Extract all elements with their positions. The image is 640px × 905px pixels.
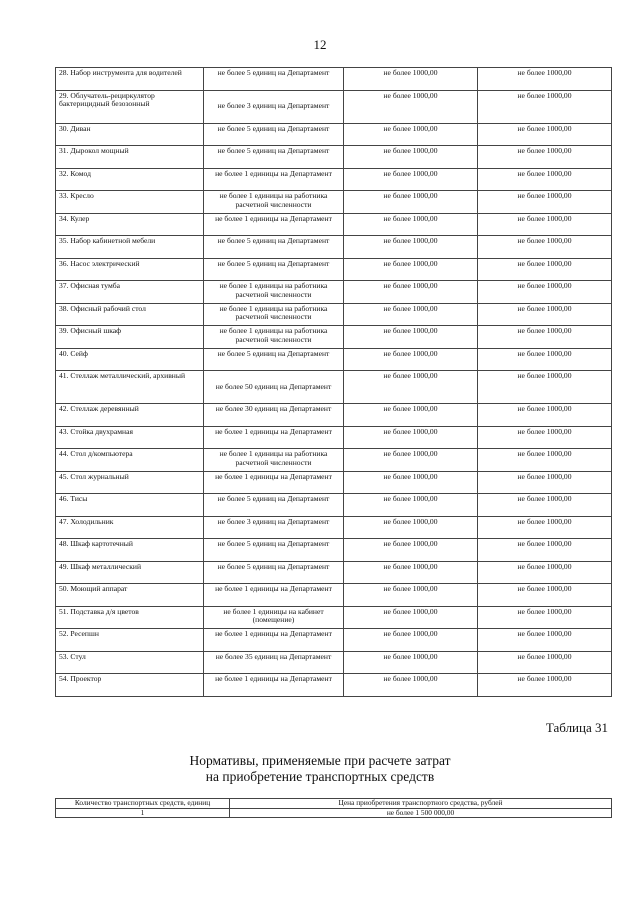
cell-price: не более 1000,00	[478, 68, 612, 91]
cell-quantity: не более 5 единиц на Департамент	[204, 494, 344, 517]
cell-quantity: не более 30 единиц на Департамент	[204, 404, 344, 427]
cell-price: не более 1000,00	[478, 258, 612, 281]
cell-price: не более 1000,00	[344, 146, 478, 169]
cell-price: не более 1000,00	[478, 348, 612, 371]
cell-price: не более 1000,00	[344, 404, 478, 427]
table-header-row	[56, 799, 612, 809]
cell-price: не более 1000,00	[344, 606, 478, 629]
cell-quantity: не более 1 единицы на Департамент	[204, 629, 344, 652]
cell-price: не более 1000,00	[344, 123, 478, 146]
cell-price: не более 1000,00	[478, 471, 612, 494]
table-row	[56, 236, 612, 259]
table-row	[56, 471, 612, 494]
cell-price: не более 1000,00	[478, 674, 612, 697]
cell-price: не более 1000,00	[478, 539, 612, 562]
cell-price: не более 1 500 000,00	[230, 808, 612, 818]
cell-quantity: не более 1 единицы на работника расчетной численности	[204, 191, 344, 214]
header-cell-price: Цена приобретения транспортного средства, рублей	[230, 799, 612, 809]
cell-quantity: не более 5 единиц на Департамент	[204, 258, 344, 281]
cell-price: не более 1000,00	[344, 168, 478, 191]
cell-quantity: не более 5 единиц на Департамент	[204, 539, 344, 562]
cell-quantity: не более 5 единиц на Департамент	[204, 561, 344, 584]
cell-price: не более 1000,00	[478, 168, 612, 191]
cell-item-name: 34. Кулер	[56, 213, 204, 236]
cell-item-name: 49. Шкаф металлический	[56, 561, 204, 584]
table-row	[56, 90, 612, 123]
cell-price: не более 1000,00	[478, 651, 612, 674]
cell-price: не более 1000,00	[344, 516, 478, 539]
cell-price: не более 1000,00	[478, 426, 612, 449]
cell-item-name: 46. Тисы	[56, 494, 204, 517]
cell-quantity: не более 5 единиц на Департамент	[204, 236, 344, 259]
cell-price: не более 1000,00	[478, 123, 612, 146]
cell-quantity: не более 1 единицы на работника расчетной численности	[204, 303, 344, 326]
cell-quantity: не более 3 единиц на Департамент	[204, 90, 344, 123]
table-row	[56, 326, 612, 349]
cell-price: не более 1000,00	[478, 281, 612, 304]
header-cell-quantity: Количество транспортных средств, единиц	[56, 799, 230, 809]
cell-item-name: 31. Дырокол мощный	[56, 146, 204, 169]
cell-price: не более 1000,00	[478, 494, 612, 517]
table-row	[56, 494, 612, 517]
heading-line-2: на приобретение транспортных средств	[205, 769, 435, 784]
cell-item-name: 43. Стойка двухрамная	[56, 426, 204, 449]
cell-price: не более 1000,00	[344, 426, 478, 449]
cell-price: не более 1000,00	[344, 90, 478, 123]
cell-price: не более 1000,00	[478, 371, 612, 404]
table-row	[56, 191, 612, 214]
cell-price: не более 1000,00	[344, 348, 478, 371]
cell-item-name: 30. Диван	[56, 123, 204, 146]
cell-price: не более 1000,00	[344, 281, 478, 304]
table-row	[56, 281, 612, 304]
cell-quantity: не более 3 единиц на Департамент	[204, 516, 344, 539]
cell-price: не более 1000,00	[478, 191, 612, 214]
cell-price: не более 1000,00	[478, 629, 612, 652]
page-number: 12	[313, 37, 327, 52]
table-row	[56, 426, 612, 449]
cell-quantity: не более 1 единицы на Департамент	[204, 584, 344, 607]
cell-item-name: 37. Офисная тумба	[56, 281, 204, 304]
cell-item-name: 36. Насос электрический	[56, 258, 204, 281]
table-row	[56, 584, 612, 607]
table-row	[56, 539, 612, 562]
cell-quantity: не более 1 единицы на кабинет (помещение)	[204, 606, 344, 629]
cell-item-name: 52. Ресепшн	[56, 629, 204, 652]
cell-quantity: не более 5 единиц на Департамент	[204, 68, 344, 91]
cell-quantity: не более 50 единиц на Департамент	[204, 371, 344, 404]
cell-price: не более 1000,00	[344, 494, 478, 517]
cell-quantity: не более 1 единицы на Департамент	[204, 426, 344, 449]
cell-price: не более 1000,00	[344, 651, 478, 674]
table-row	[56, 404, 612, 427]
table-row	[56, 146, 612, 169]
cell-item-name: 42. Стеллаж деревянный	[56, 404, 204, 427]
cell-price: не более 1000,00	[344, 303, 478, 326]
cell-price: не более 1000,00	[478, 236, 612, 259]
cell-quantity: 1	[56, 808, 230, 818]
table-row	[56, 651, 612, 674]
cell-item-name: 47. Холодильник	[56, 516, 204, 539]
cell-price: не более 1000,00	[344, 236, 478, 259]
cell-price: не более 1000,00	[478, 326, 612, 349]
table-row	[56, 258, 612, 281]
table-row	[56, 561, 612, 584]
cell-price: не более 1000,00	[478, 516, 612, 539]
cell-item-name: 29. Облучатель-рециркулятор бактерицидный безозонный	[56, 90, 204, 123]
table-row	[56, 68, 612, 91]
cell-price: не более 1000,00	[344, 584, 478, 607]
cell-price: не более 1000,00	[344, 471, 478, 494]
cell-quantity: не более 1 единицы на Департамент	[204, 471, 344, 494]
cell-price: не более 1000,00	[344, 629, 478, 652]
cell-item-name: 33. Кресло	[56, 191, 204, 214]
cell-price: не более 1000,00	[344, 326, 478, 349]
cell-item-name: 32. Комод	[56, 168, 204, 191]
cell-price: не более 1000,00	[478, 146, 612, 169]
cell-price: не более 1000,00	[344, 258, 478, 281]
table-row	[56, 449, 612, 472]
table-row	[56, 168, 612, 191]
cell-price: не более 1000,00	[478, 303, 612, 326]
furniture-norms-table	[55, 67, 612, 697]
cell-item-name: 39. Офисный шкаф	[56, 326, 204, 349]
cell-quantity: не более 1 единицы на работника расчетной численности	[204, 326, 344, 349]
table-label: Таблица 31	[545, 720, 608, 735]
table-row	[56, 606, 612, 629]
cell-quantity: не более 1 единицы на Департамент	[204, 213, 344, 236]
cell-price: не более 1000,00	[344, 191, 478, 214]
cell-quantity: не более 1 единицы на Департамент	[204, 168, 344, 191]
cell-item-name: 50. Моющий аппарат	[56, 584, 204, 607]
table-row	[56, 213, 612, 236]
cell-item-name: 44. Стол д/компьютера	[56, 449, 204, 472]
cell-quantity: не более 1 единицы на работника расчетной численности	[204, 449, 344, 472]
cell-quantity: не более 5 единиц на Департамент	[204, 146, 344, 169]
table-row	[56, 629, 612, 652]
cell-price: не более 1000,00	[344, 68, 478, 91]
cell-item-name: 35. Набор кабинетной мебели	[56, 236, 204, 259]
cell-item-name: 53. Стул	[56, 651, 204, 674]
cell-item-name: 45. Стол журнальный	[56, 471, 204, 494]
cell-price: не более 1000,00	[478, 213, 612, 236]
cell-price: не более 1000,00	[478, 606, 612, 629]
cell-price: не более 1000,00	[344, 561, 478, 584]
table-row	[56, 348, 612, 371]
cell-item-name: 48. Шкаф картотечный	[56, 539, 204, 562]
cell-price: не более 1000,00	[344, 449, 478, 472]
cell-price: не более 1000,00	[344, 539, 478, 562]
table-row	[56, 303, 612, 326]
cell-quantity: не более 5 единиц на Департамент	[204, 348, 344, 371]
cell-quantity: не более 1 единицы на работника расчетной численности	[204, 281, 344, 304]
cell-quantity: не более 35 единиц на Департамент	[204, 651, 344, 674]
table-row	[56, 808, 612, 818]
cell-price: не более 1000,00	[478, 449, 612, 472]
section-heading	[0, 753, 640, 785]
table-row	[56, 371, 612, 404]
transport-norms-table	[55, 798, 612, 818]
cell-item-name: 38. Офисный рабочий стол	[56, 303, 204, 326]
table-row	[56, 674, 612, 697]
cell-item-name: 41. Стеллаж металлический, архивный	[56, 371, 204, 404]
cell-quantity: не более 5 единиц на Департамент	[204, 123, 344, 146]
heading-line-1: Нормативы, применяемые при расчете затрат	[189, 753, 451, 768]
cell-price: не более 1000,00	[344, 371, 478, 404]
cell-item-name: 54. Проектор	[56, 674, 204, 697]
table-row	[56, 516, 612, 539]
cell-price: не более 1000,00	[344, 213, 478, 236]
cell-price: не более 1000,00	[344, 674, 478, 697]
cell-price: не более 1000,00	[478, 561, 612, 584]
cell-price: не более 1000,00	[478, 404, 612, 427]
cell-price: не более 1000,00	[478, 584, 612, 607]
cell-item-name: 28. Набор инструмента для водителей	[56, 68, 204, 91]
cell-price: не более 1000,00	[478, 90, 612, 123]
cell-item-name: 51. Подставка д/я цветов	[56, 606, 204, 629]
cell-item-name: 40. Сейф	[56, 348, 204, 371]
cell-quantity: не более 1 единицы на Департамент	[204, 674, 344, 697]
table-row	[56, 123, 612, 146]
